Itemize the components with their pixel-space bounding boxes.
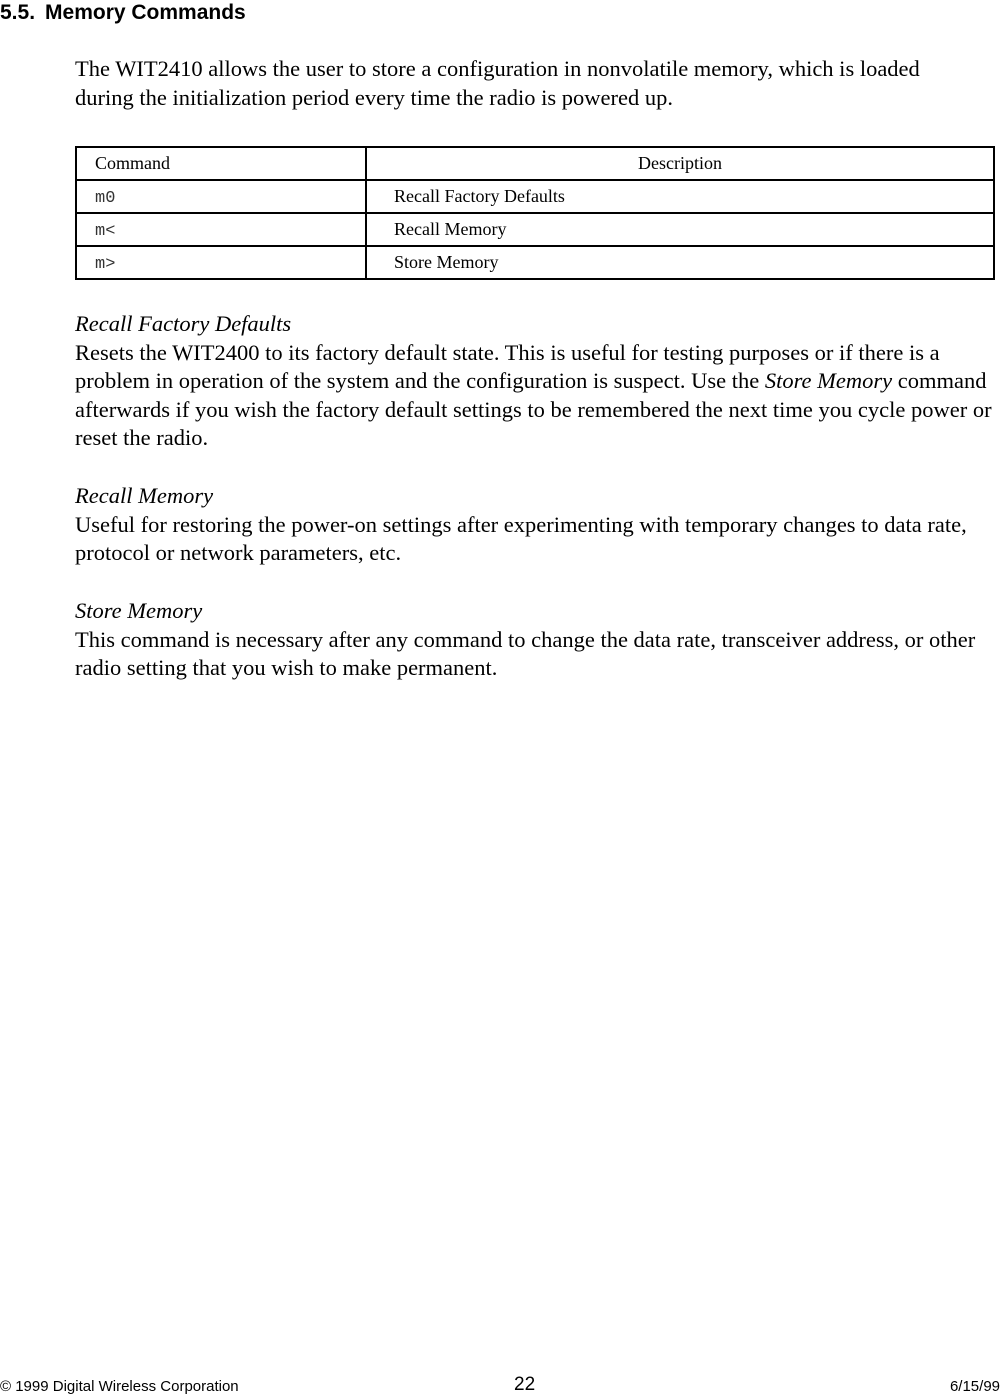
- footer-copyright: © 1999 Digital Wireless Corporation: [0, 1378, 239, 1395]
- table-row: [76, 213, 994, 246]
- section-heading: [0, 0, 246, 26]
- entry-description: This command is necessary after any command to change the data rate, transceiver address, or other radio setting that you wish to make permanent.: [75, 626, 976, 680]
- entry-description: Resets the WIT2400 to its factory default state. This is useful for testing purposes or if there is a problem in operation of the system and the configuration is suspect. Use the Store Memory command afterwards if you wish the factory default settings to be remembered the next time you cycle power or reset the radio.: [75, 339, 992, 450]
- entry-recall-memory: [75, 482, 1003, 568]
- entry-title: Recall Memory: [75, 483, 214, 508]
- table-row: [76, 180, 994, 213]
- command-description: Store Memory: [366, 246, 994, 279]
- table-header-row: [76, 147, 994, 180]
- command-description: Recall Factory Defaults: [366, 180, 994, 213]
- entry-store-memory: [75, 597, 1003, 683]
- command-code: m0: [95, 188, 116, 208]
- command-description: Recall Memory: [366, 213, 994, 246]
- footer-date: 6/15/99: [949, 1378, 1000, 1395]
- header-command: Command: [76, 147, 366, 180]
- page-footer: [0, 1376, 1003, 1398]
- memory-commands-table: [75, 146, 995, 280]
- header-description: Description: [366, 147, 994, 180]
- section-number: 5.5.: [0, 1, 36, 24]
- command-code: m>: [95, 254, 116, 274]
- section-title: Memory Commands: [45, 1, 246, 24]
- intro-paragraph: The WIT2410 allows the user to store a configuration in nonvolatile memory, which is loaded during the initialization period every time the radio is powered up.: [75, 56, 920, 110]
- table-row: [76, 246, 994, 279]
- entry-title: Recall Factory Defaults: [75, 311, 292, 336]
- store-memory-reference: Store Memory: [764, 368, 893, 393]
- entry-title: Store Memory: [75, 598, 203, 623]
- entry-recall-factory-defaults: [75, 310, 1003, 453]
- entry-description: Useful for restoring the power-on settings after experimenting with temporary changes to data rate, protocol or network parameters, etc.: [75, 511, 967, 565]
- command-code: m<: [95, 221, 116, 241]
- footer-page-number: 22: [514, 1374, 536, 1395]
